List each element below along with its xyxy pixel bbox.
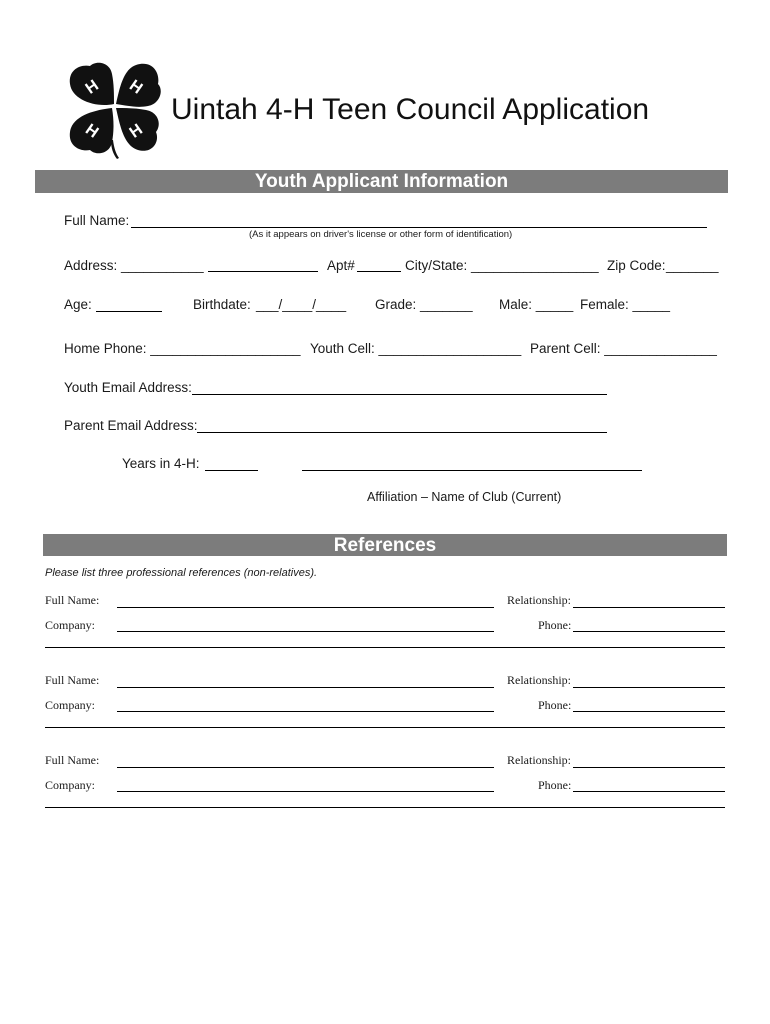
- reference-company-field[interactable]: [117, 711, 494, 712]
- youth-email-label: Youth Email Address:: [64, 380, 192, 395]
- reference-relationship-field[interactable]: [573, 607, 725, 608]
- reference-extra-line-left[interactable]: [45, 647, 494, 648]
- full-name-label: Full Name:: [64, 213, 130, 228]
- reference-relationship-label: Relationship:: [507, 593, 571, 607]
- section-header-youth: Youth Applicant Information: [35, 170, 728, 193]
- reference-extra-line-left[interactable]: [45, 807, 494, 808]
- reference-company-label: Company:: [45, 778, 95, 792]
- youth-cell-label: Youth Cell: ___________________: [310, 341, 522, 356]
- male-label: Male: _____: [499, 297, 574, 312]
- reference-full-name-label: Full Name:: [45, 673, 100, 687]
- reference-phone-label: Phone:: [538, 778, 572, 792]
- youth-email-field[interactable]: [192, 394, 607, 395]
- page-title: Uintah 4-H Teen Council Application: [171, 93, 650, 126]
- birthdate-label: Birthdate:: [193, 297, 251, 312]
- zip-code-label: Zip Code:: [607, 258, 666, 273]
- reference-full-name-label: Full Name:: [45, 593, 100, 607]
- affiliation-label: Affiliation – Name of Club (Current): [367, 490, 562, 504]
- affiliation-field[interactable]: [302, 470, 642, 471]
- reference-extra-line-right[interactable]: [494, 727, 725, 728]
- parent-email-label: Parent Email Address:: [64, 418, 198, 433]
- full-name-note: (As it appears on driver's license or other form of identification): [249, 229, 513, 240]
- references-instructions: Please list three professional references (non-relatives).: [45, 567, 318, 579]
- reference-phone-field[interactable]: [573, 631, 725, 632]
- years-in-4h-label: Years in 4-H:: [122, 456, 200, 471]
- four-h-clover-logo: [66, 60, 162, 160]
- svg-text:H: H: [82, 77, 102, 98]
- reference-phone-label: Phone:: [538, 618, 572, 632]
- age-field[interactable]: [96, 311, 162, 312]
- clover-icon: [66, 60, 162, 160]
- reference-extra-line-right[interactable]: [494, 647, 725, 648]
- city-state-label: City/State: _________________: [405, 258, 599, 273]
- reference-company-label: Company:: [45, 618, 95, 632]
- birthdate-blank[interactable]: ___/____/____: [256, 297, 347, 312]
- grade-label: Grade: _______: [375, 297, 473, 312]
- reference-phone-label: Phone:: [538, 698, 572, 712]
- address-field[interactable]: [208, 271, 318, 272]
- reference-company-field[interactable]: [117, 791, 494, 792]
- years-in-4h-field[interactable]: [205, 470, 258, 471]
- zip-code-blank[interactable]: _______: [666, 258, 719, 273]
- reference-full-name-label: Full Name:: [45, 753, 100, 767]
- reference-company-label: Company:: [45, 698, 95, 712]
- reference-relationship-label: Relationship:: [507, 753, 571, 767]
- reference-full-name-field[interactable]: [117, 687, 494, 688]
- reference-phone-field[interactable]: [573, 711, 725, 712]
- address-label: Address: ___________: [64, 258, 204, 273]
- svg-text:H: H: [82, 121, 102, 142]
- section-header-references: References: [43, 534, 727, 556]
- age-label: Age:: [64, 297, 92, 312]
- reference-extra-line-right[interactable]: [494, 807, 725, 808]
- reference-relationship-field[interactable]: [573, 687, 725, 688]
- reference-relationship-label: Relationship:: [507, 673, 571, 687]
- reference-full-name-field[interactable]: [117, 607, 494, 608]
- home-phone-label: Home Phone: ____________________: [64, 341, 301, 356]
- reference-relationship-field[interactable]: [573, 767, 725, 768]
- female-label: Female: _____: [580, 297, 671, 312]
- full-name-field[interactable]: [131, 227, 707, 228]
- apt-label: Apt#: [327, 258, 355, 273]
- reference-company-field[interactable]: [117, 631, 494, 632]
- reference-extra-line-left[interactable]: [45, 727, 494, 728]
- svg-text:H: H: [126, 77, 146, 98]
- svg-text:H: H: [126, 121, 146, 142]
- reference-full-name-field[interactable]: [117, 767, 494, 768]
- parent-email-field[interactable]: [197, 432, 607, 433]
- parent-cell-label: Parent Cell: _______________: [530, 341, 717, 356]
- apt-field[interactable]: [357, 271, 401, 272]
- reference-phone-field[interactable]: [573, 791, 725, 792]
